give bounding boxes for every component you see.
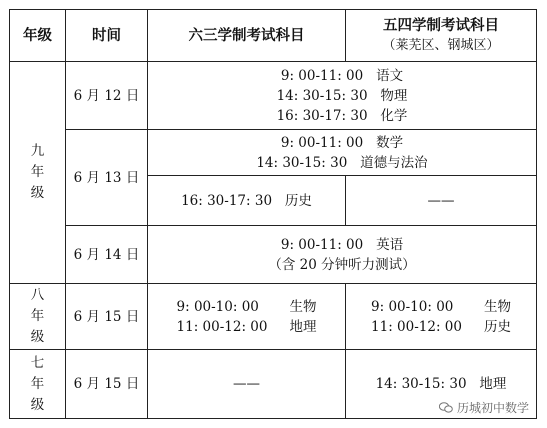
watermark-text: 历城初中数学 xyxy=(456,401,529,415)
wechat-icon xyxy=(439,402,453,413)
merged-subject-cell: 9: 00-11: 00 英语 （含 20 分钟听力测试） xyxy=(148,226,537,284)
five-four-subject-cell: 9: 00-10: 00 11: 00-12: 00 生物 历史 xyxy=(346,284,537,350)
header-five-four-title: 五四学制考试科目 xyxy=(383,17,499,34)
date-cell: 6 月 12 日 xyxy=(66,62,148,130)
table-row xyxy=(10,226,537,284)
exam-schedule-table xyxy=(9,9,537,419)
header-grade: 年级 xyxy=(10,10,66,62)
header-row xyxy=(10,10,537,62)
header-time: 时间 xyxy=(66,10,148,62)
five-four-subject-cell: 14: 30-15: 30 地理 xyxy=(346,350,537,419)
table-row xyxy=(10,62,537,130)
date-cell: 6 月 14 日 xyxy=(66,226,148,284)
merged-subject-cell: 9: 00-11: 00 数学 14: 30-15: 30 道德与法治 xyxy=(148,130,537,176)
grade-9-label: 九 年 级 xyxy=(10,62,66,284)
table-row xyxy=(10,130,537,176)
table-row xyxy=(10,284,537,350)
merged-subject-cell: 9: 00-11: 00 语文 14: 30-15: 30 物理 16: 30-17: 30 化学 xyxy=(148,62,537,130)
grade-8-label: 八 年 级 xyxy=(10,284,66,350)
grade-7-label: 七 年 级 xyxy=(10,350,66,419)
header-five-four-region: （莱芜区、钢城区） xyxy=(382,37,500,53)
header-five-four-subjects xyxy=(346,10,537,62)
date-cell: 6 月 15 日 xyxy=(66,284,148,350)
date-cell: 6 月 13 日 xyxy=(66,130,148,226)
five-four-subject-cell: —— xyxy=(346,176,537,226)
six-three-subject-cell: —— xyxy=(148,350,346,419)
date-cell: 6 月 15 日 xyxy=(66,350,148,419)
six-three-subject-cell: 9: 00-10: 00 11: 00-12: 00 生物 地理 xyxy=(148,284,346,350)
six-three-subject-cell: 16: 30-17: 30 历史 xyxy=(148,176,346,226)
watermark xyxy=(439,399,529,416)
header-six-three-subjects: 六三学制考试科目 xyxy=(148,10,346,62)
